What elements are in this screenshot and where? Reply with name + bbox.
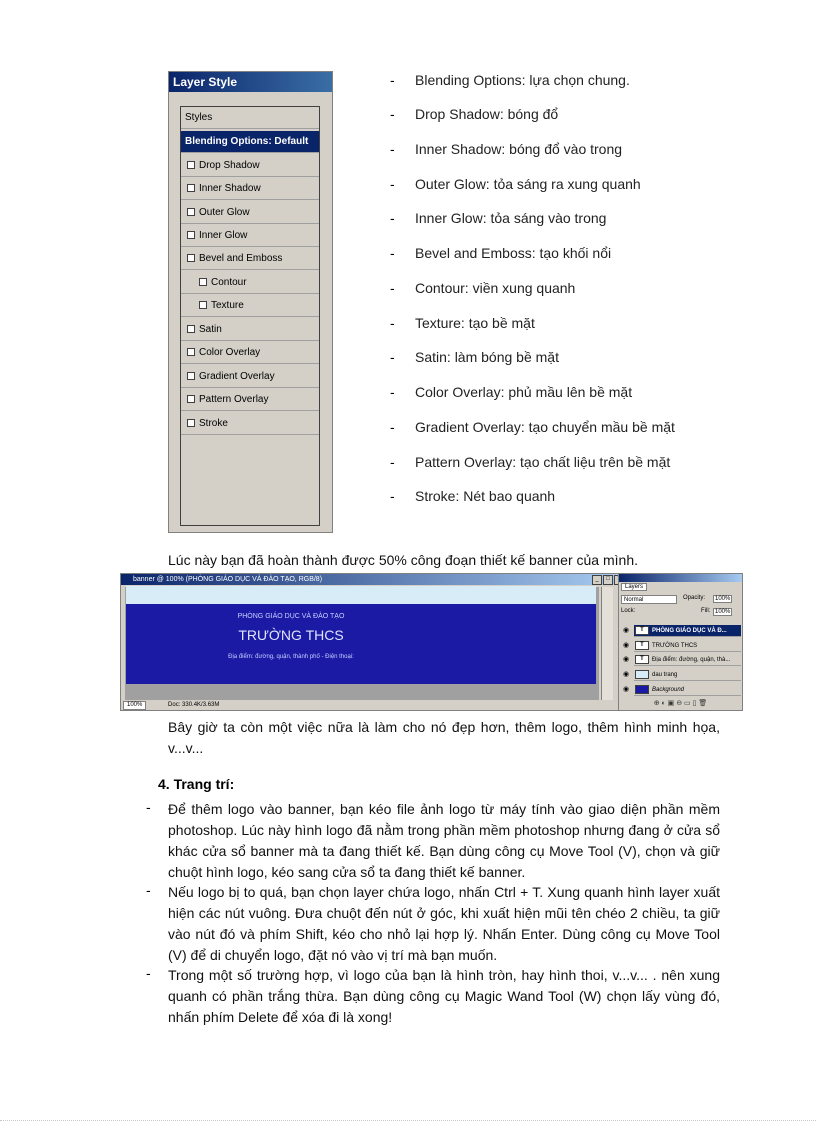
visibility-eye-icon[interactable]: ◉ bbox=[622, 627, 630, 634]
list-dash: - bbox=[390, 454, 395, 470]
list-dash: - bbox=[390, 384, 395, 400]
layer-name: Background bbox=[652, 687, 685, 693]
list-item: Blending Options: lựa chọn chung. bbox=[415, 72, 630, 88]
layer-thumbnail: T bbox=[635, 626, 649, 635]
list-dash: - bbox=[390, 106, 395, 122]
checkbox-icon[interactable] bbox=[199, 301, 207, 309]
list-dash: - bbox=[390, 141, 395, 157]
checkbox-icon[interactable] bbox=[187, 348, 195, 356]
layer-style-item-label: Gradient Overlay bbox=[199, 371, 275, 382]
layer-style-item-label: Color Overlay bbox=[199, 347, 261, 358]
page-footer-rule bbox=[0, 1120, 816, 1121]
status-bar bbox=[121, 700, 616, 710]
layer-style-item[interactable] bbox=[181, 295, 319, 317]
layer-name: TRƯỜNG THCS bbox=[652, 643, 698, 649]
banner-body bbox=[126, 604, 596, 684]
layer-style-item[interactable] bbox=[181, 107, 319, 129]
fill-label: Fill: bbox=[701, 608, 711, 614]
checkbox-icon[interactable] bbox=[187, 254, 195, 262]
document-title-bar: banner @ 100% (PHÒNG GIÁO DỤC VÀ ĐÀO TẠO, RGB/8) bbox=[121, 574, 616, 585]
banner-line-2: TRƯỜNG THCS bbox=[238, 627, 344, 643]
checkbox-icon[interactable] bbox=[187, 372, 195, 380]
layer-style-item-label: Outer Glow bbox=[199, 207, 250, 218]
banner-top-strip bbox=[126, 586, 596, 604]
layer-style-item[interactable] bbox=[181, 272, 319, 294]
blend-mode-select[interactable]: Normal bbox=[621, 595, 677, 604]
layer-style-item-label: Pattern Overlay bbox=[199, 394, 269, 405]
list-dash: - bbox=[146, 799, 151, 815]
layer-row[interactable] bbox=[634, 684, 741, 696]
list-dash: - bbox=[390, 245, 395, 261]
layer-style-item[interactable] bbox=[181, 248, 319, 270]
checkbox-icon[interactable] bbox=[187, 161, 195, 169]
layer-name: PHÒNG GIÁO DỤC VÀ Đ... bbox=[652, 628, 727, 634]
list-item: Color Overlay: phủ mầu lên bề mặt bbox=[415, 384, 633, 400]
layer-style-item-label: Contour bbox=[211, 277, 247, 288]
layers-palette bbox=[618, 574, 742, 710]
layer-thumbnail bbox=[635, 685, 649, 694]
layer-style-item-label: Blending Options: Default bbox=[185, 136, 309, 147]
checkbox-icon[interactable] bbox=[187, 184, 195, 192]
list-item: Contour: viền xung quanh bbox=[415, 280, 576, 296]
minimize-icon[interactable]: _ bbox=[592, 575, 602, 585]
layer-style-item-label: Stroke bbox=[199, 418, 228, 429]
maximize-icon[interactable]: □ bbox=[603, 575, 613, 585]
layer-style-item[interactable] bbox=[181, 202, 319, 224]
layers-tab[interactable]: Layers bbox=[621, 583, 647, 591]
layer-style-item[interactable] bbox=[181, 178, 319, 200]
layer-name: dau trang bbox=[652, 672, 678, 678]
layer-style-item-label: Inner Shadow bbox=[199, 183, 261, 194]
layer-style-item-label: Texture bbox=[211, 300, 244, 311]
list-item: Để thêm logo vào banner, bạn kéo file ảnh logo từ máy tính vào giao diện phần mềm photoshop. Lúc này hình logo đã nằm trong phần mềm photoshop nhưng đang ở cửa sổ khác cửa sổ banner mà ta đang thiết kế. Bạn dùng công cụ Move Tool (V), chọn và giữ chuột hình logo, kéo sang cửa sổ ta đang thiết kế banner. bbox=[168, 801, 720, 880]
opacity-field[interactable]: 100% bbox=[715, 596, 731, 602]
checkbox-icon[interactable] bbox=[187, 395, 195, 403]
list-dash: - bbox=[146, 965, 151, 981]
doc-size: Doc: 330.4K/3.63M bbox=[168, 702, 220, 708]
section-heading: 4. Trang trí: bbox=[158, 776, 235, 792]
list-dash: - bbox=[390, 176, 395, 192]
checkbox-icon[interactable] bbox=[187, 208, 195, 216]
checkbox-icon[interactable] bbox=[199, 278, 207, 286]
visibility-eye-icon[interactable]: ◉ bbox=[622, 642, 630, 649]
list-item: Bevel and Emboss: tạo khối nổi bbox=[415, 245, 612, 261]
list-dash: - bbox=[390, 210, 395, 226]
list-dash: - bbox=[390, 488, 395, 504]
list-item: Nếu logo bị to quá, bạn chọn layer chứa logo, nhấn Ctrl + T. Xung quanh hình layer xuất hiện các nút vuông. Đưa chuột đến nút ở góc, khi xuất hiện mũi tên chéo 2 chiều, ta giữ vào nút đó và phím Shift, kéo cho nhỏ lại hợp lý. Nhấn Enter. Dùng công cụ Move Tool (V) để di chuyển logo, đặt nó vào vị trí mà bạn muốn. bbox=[168, 884, 720, 963]
list-item: Texture: tạo bề mặt bbox=[415, 315, 535, 331]
layer-style-panel bbox=[168, 71, 333, 533]
layer-style-item[interactable] bbox=[181, 319, 319, 341]
layer-style-item[interactable] bbox=[181, 155, 319, 177]
more-paragraph: Bây giờ ta còn một việc nữa là làm cho nó đẹp hơn, thêm logo, thêm hình minh họa, v...v... bbox=[168, 719, 720, 756]
visibility-eye-icon[interactable]: ◉ bbox=[622, 656, 630, 663]
list-item: Stroke: Nét bao quanh bbox=[415, 488, 556, 504]
layer-style-item[interactable] bbox=[181, 389, 319, 411]
layer-style-item[interactable] bbox=[181, 366, 319, 388]
layer-tools-icon[interactable]: ⊕ ◐ ▣ ⊖ ▭ ▯ 🗑 bbox=[653, 700, 708, 707]
vertical-scrollbar[interactable] bbox=[601, 587, 613, 700]
list-item: Inner Shadow: bóng đổ vào trong bbox=[415, 141, 623, 157]
layer-style-item-label: Styles bbox=[185, 112, 213, 123]
layer-row[interactable] bbox=[634, 625, 741, 637]
list-item: Pattern Overlay: tạo chất liệu trên bề mặt bbox=[415, 454, 671, 470]
list-item: Satin: làm bóng bề mặt bbox=[415, 349, 559, 365]
layers-title-bar bbox=[619, 574, 742, 582]
list-item: Outer Glow: tỏa sáng ra xung quanh bbox=[415, 176, 641, 192]
layer-thumbnail bbox=[635, 670, 649, 679]
progress-paragraph: Lúc này bạn đã hoàn thành được 50% công đoạn thiết kế banner của mình. bbox=[168, 552, 638, 568]
opacity-label: Opacity: bbox=[683, 595, 706, 601]
layer-thumbnail: T bbox=[635, 641, 649, 650]
list-dash: - bbox=[146, 882, 151, 898]
lock-label: Lock: bbox=[621, 608, 636, 614]
layer-style-item-label: Satin bbox=[199, 324, 222, 335]
list-item: Gradient Overlay: tạo chuyển mầu bề mặt bbox=[415, 419, 675, 435]
banner-line-1: PHÒNG GIÁO DỤC VÀ ĐÀO TẠO bbox=[237, 613, 345, 620]
visibility-eye-icon[interactable]: ◉ bbox=[622, 686, 630, 693]
list-item: Trong một số trường hợp, vì logo của bạn là hình tròn, hay hình thoi, v...v... . nên xung quanh có phần trắng thừa. Bạn dùng công cụ Magic Wand Tool (W) chọn lấy vùng đó, nhấn phím Delete để xóa đi là xong! bbox=[168, 967, 720, 1025]
layer-row[interactable] bbox=[634, 654, 741, 666]
visibility-eye-icon[interactable]: ◉ bbox=[622, 671, 630, 678]
layer-style-item[interactable] bbox=[181, 131, 319, 153]
layer-style-item-label: Drop Shadow bbox=[199, 160, 260, 171]
checkbox-icon[interactable] bbox=[187, 231, 195, 239]
banner-line-3: Địa điểm: đường, quận, thành phố - Điện thoại: bbox=[228, 654, 354, 660]
layer-thumbnail: T bbox=[635, 655, 649, 664]
layer-style-item[interactable] bbox=[181, 225, 319, 247]
layer-style-item-label: Inner Glow bbox=[199, 230, 248, 241]
photoshop-screenshot bbox=[120, 573, 743, 711]
layer-style-item[interactable] bbox=[181, 413, 319, 435]
checkbox-icon[interactable] bbox=[187, 419, 195, 427]
layer-row[interactable] bbox=[634, 669, 741, 681]
list-item: Drop Shadow: bóng đổ bbox=[415, 106, 559, 122]
list-dash: - bbox=[390, 349, 395, 365]
list-dash: - bbox=[390, 280, 395, 296]
layer-style-list bbox=[180, 106, 320, 526]
zoom-field[interactable]: 100% bbox=[123, 701, 146, 710]
list-dash: - bbox=[390, 419, 395, 435]
list-dash: - bbox=[390, 315, 395, 331]
layer-row[interactable] bbox=[634, 640, 741, 652]
list-item: Inner Glow: tỏa sáng vào trong bbox=[415, 210, 607, 226]
layer-name: Địa điểm: đường, quận, thà... bbox=[652, 657, 731, 663]
checkbox-icon[interactable] bbox=[187, 325, 195, 333]
layer-style-item[interactable] bbox=[181, 342, 319, 364]
list-dash: - bbox=[390, 72, 395, 88]
fill-field[interactable]: 100% bbox=[715, 609, 731, 615]
layer-style-title: Layer Style bbox=[169, 72, 332, 92]
layer-style-item-label: Bevel and Emboss bbox=[199, 253, 283, 264]
